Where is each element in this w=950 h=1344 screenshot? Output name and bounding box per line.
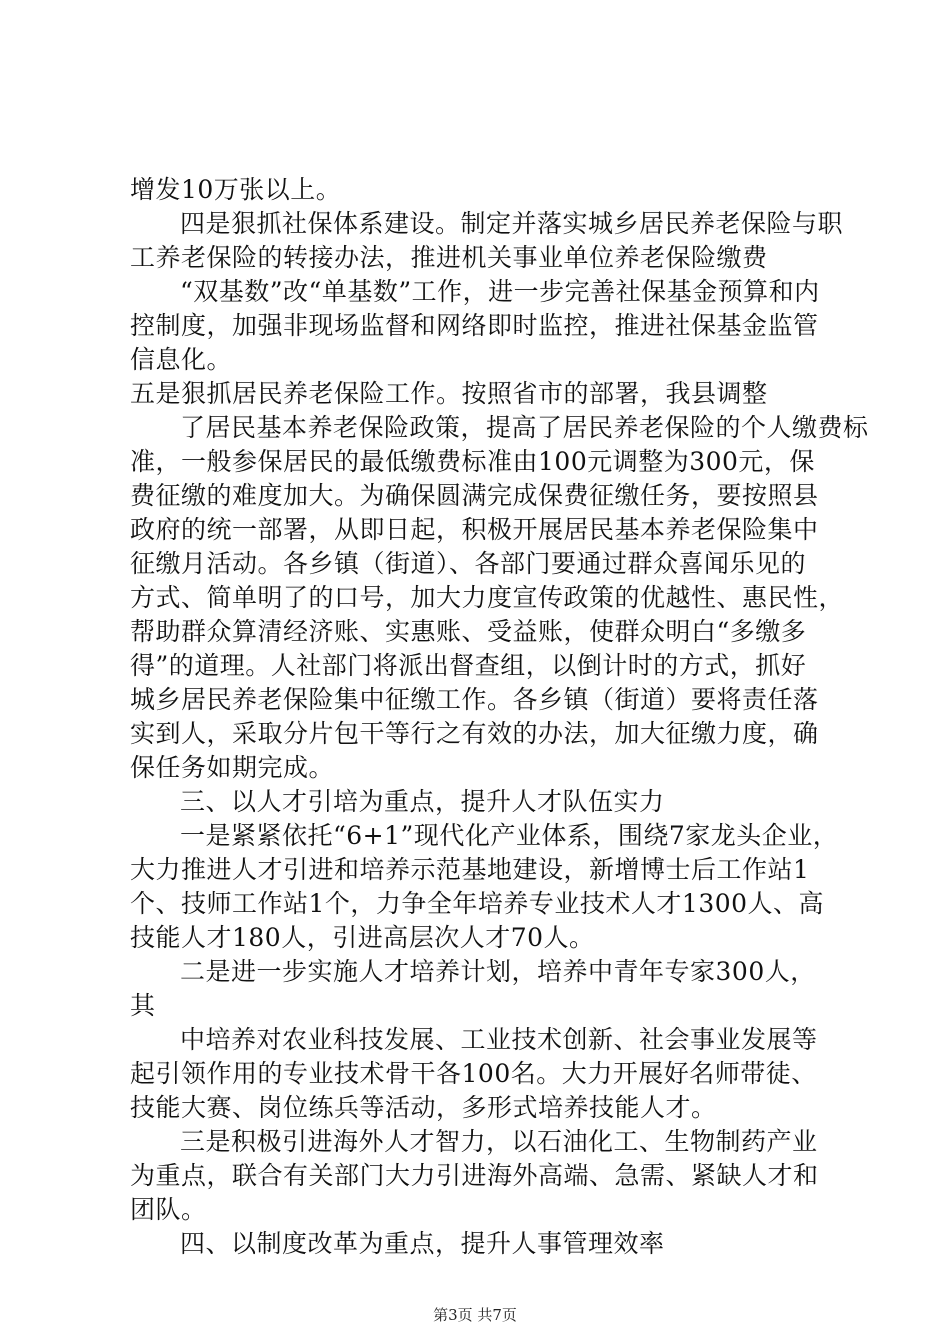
text-line: 城乡居民养老保险集中征缴工作。各乡镇（街道）要将责任落 bbox=[130, 685, 819, 714]
text-line: 费征缴的难度加大。为确保圆满完成保费征缴任务，要按照县 bbox=[130, 481, 819, 510]
paragraph-start: 四是狠抓社保体系建设。制定并落实城乡居民养老保险与职 bbox=[180, 209, 844, 238]
page-footer: 第3页 共7页 bbox=[433, 1306, 517, 1324]
text-line: 增发10万张以上。 bbox=[130, 175, 342, 204]
text-line: 保任务如期完成。 bbox=[130, 753, 335, 782]
text-line: 技能大赛、岗位练兵等活动，多形式培养技能人才。 bbox=[130, 1093, 717, 1122]
text-line: “双基数”改“单基数”工作，进一步完善社保基金预算和内 bbox=[180, 277, 820, 306]
text-line: 其 bbox=[130, 991, 156, 1020]
text-line: 得”的道理。人社部门将派出督查组，以倒计时的方式，抓好 bbox=[130, 651, 807, 680]
text-line: 工养老保险的转接办法，推进机关事业单位养老保险缴费 bbox=[130, 243, 768, 272]
text-line: 控制度，加强非现场监督和网络即时监控，推进社保基金监管 bbox=[130, 311, 819, 340]
paragraph-start: 三是积极引进海外人才智力，以石油化工、生物制药产业 bbox=[180, 1127, 818, 1156]
text-line: 准，一般参保居民的最低缴费标准由100元调整为300元，保 bbox=[130, 447, 815, 476]
text-line: 政府的统一部署，从即日起，积极开展居民基本养老保险集中 bbox=[130, 515, 819, 544]
text-line: 中培养对农业科技发展、工业技术创新、社会事业发展等 bbox=[180, 1025, 818, 1054]
text-line: 帮助群众算清经济账、实惠账、受益账，使群众明白“多缴多 bbox=[130, 617, 807, 646]
text-line: 大力推进人才引进和培养示范基地建设，新增博士后工作站1 bbox=[130, 855, 810, 884]
text-line: 起引领作用的专业技术骨干各100名。大力开展好名师带徒、 bbox=[130, 1059, 817, 1088]
text-line: 技能人才180人，引进高层次人才70人。 bbox=[130, 923, 595, 952]
text-line: 信息化。 bbox=[130, 345, 233, 374]
section-heading: 三、以人才引培为重点，提升人才队伍实力 bbox=[180, 787, 665, 816]
section-heading: 四、以制度改革为重点，提升人事管理效率 bbox=[180, 1229, 665, 1258]
text-line: 方式、简单明了的口号，加大力度宣传政策的优越性、惠民性， bbox=[130, 583, 845, 612]
paragraph-start: 二是进一步实施人才培养计划，培养中青年专家300人， bbox=[180, 957, 816, 986]
paragraph-start: 一是紧紧依托“6+1”现代化产业体系，围绕7家龙头企业， bbox=[180, 821, 839, 850]
text-line: 个、技师工作站1个，力争全年培养专业技术人才1300人、高 bbox=[130, 889, 825, 918]
text-line: 为重点，联合有关部门大力引进海外高端、急需、紧缺人才和 bbox=[130, 1161, 819, 1190]
text-line: 实到人，采取分片包干等行之有效的办法，加大征缴力度，确 bbox=[130, 719, 819, 748]
text-line: 团队。 bbox=[130, 1195, 207, 1224]
text-line: 征缴月活动。各乡镇（街道）、各部门要通过群众喜闻乐见的 bbox=[130, 549, 807, 578]
paragraph-start: 了居民基本养老保险政策，提高了居民养老保险的个人缴费标 bbox=[180, 413, 869, 442]
text-line: 五是狠抓居民养老保险工作。按照省市的部署，我县调整 bbox=[130, 379, 768, 408]
